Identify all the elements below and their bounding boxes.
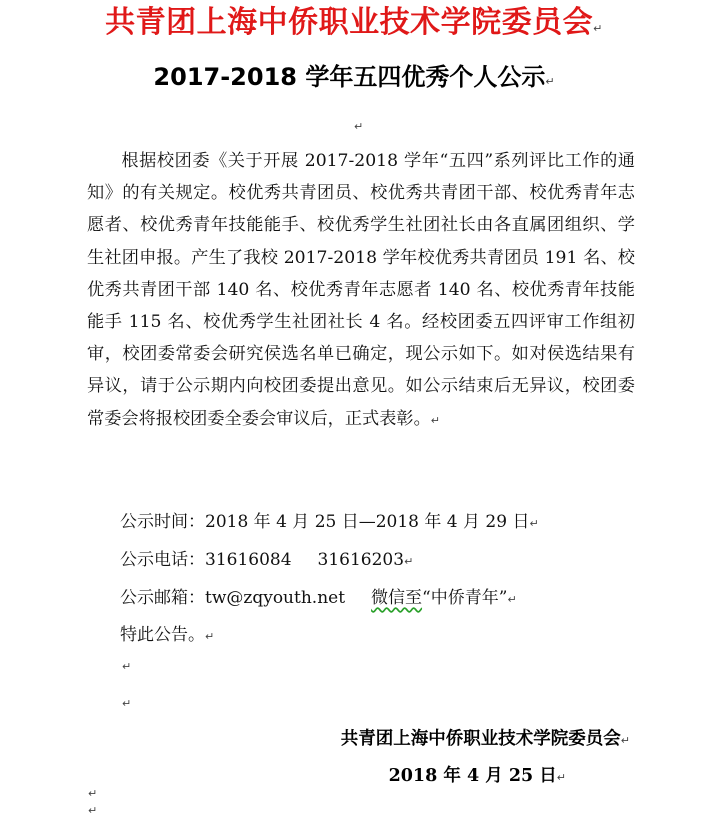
notice-paragraph: [87, 145, 635, 437]
phone-number-2: 31616203: [317, 550, 405, 570]
signature-organization-text: 共青团上海中侨职业技术学院委员会: [340, 729, 621, 749]
phone-label: 公示电话：: [120, 550, 205, 570]
notice-period-line: [120, 507, 539, 532]
wechat-account-name: “中侨青年”: [422, 588, 508, 608]
signature-organization: [341, 725, 630, 750]
empty-paragraph-mark: ↵: [122, 697, 132, 710]
paragraph-mark: ↵: [620, 734, 630, 747]
document-subtitle: [0, 62, 708, 97]
title-text: 共青团上海中侨职业技术学院委员会: [105, 5, 594, 40]
period-label: 公示时间：: [120, 512, 205, 532]
paragraph-mark: ↵: [205, 630, 215, 643]
closing-text: 特此公告。: [120, 625, 205, 645]
notice-closing-line: [120, 620, 214, 645]
email-label: 公示邮箱：: [120, 588, 205, 608]
paragraph-mark: ↵: [507, 593, 517, 606]
empty-paragraph-mark: ↵: [88, 787, 98, 800]
subtitle-text: 2017-2018 学年五四优秀个人公示: [153, 63, 546, 91]
paragraph-mark: ↵: [556, 771, 566, 784]
paragraph-mark: ↵: [545, 75, 555, 88]
empty-paragraph-mark: ↵: [88, 804, 98, 817]
paragraph-mark: ↵: [404, 555, 414, 568]
paragraph-mark: ↵: [529, 517, 539, 530]
phone-number-1: 31616084: [205, 550, 292, 570]
signature-date: [389, 762, 566, 787]
wechat-prefix: 微信至: [371, 588, 423, 608]
notice-paragraph-text: 根据校团委《关于开展 2017-2018 学年“五四”系列评比工作的通知》的有关规定。校优秀共青团员、校优秀共青团干部、校优秀青年志愿者、校优秀青年技能能手、校优秀学生社团社长由各直属团组织、学生社团申报。产生了我校 2017-2018 学年校优秀共青团员 191 名、校优秀共青团干部 140 名、校优秀青年志愿者 140 名、校优秀青年技能能手 115 名、校优秀学生社团社长 4 名。经校团委五四评审工作组初审，校团委常委会研究侯选名单已确定，现公示如下。如对侯选结果有异议，请于公示期内向校团委提出意见。如公示结束后无异议，校团委常委会将报校团委全委会审议后，正式表彰。: [87, 151, 635, 429]
empty-paragraph-mark: ↵: [122, 660, 132, 673]
empty-paragraph-mark: ↵: [354, 120, 364, 133]
notice-phone-line: [120, 545, 413, 570]
notice-email-line: [120, 583, 517, 608]
email-address: tw@zqyouth.net: [205, 588, 346, 608]
paragraph-mark: ↵: [430, 413, 440, 427]
period-value: 2018 年 4 月 25 日—2018 年 4 月 29 日: [205, 512, 530, 532]
signature-date-text: 2018 年 4 月 25 日: [388, 766, 557, 786]
paragraph-mark: ↵: [593, 22, 603, 35]
document-title: [0, 4, 708, 48]
